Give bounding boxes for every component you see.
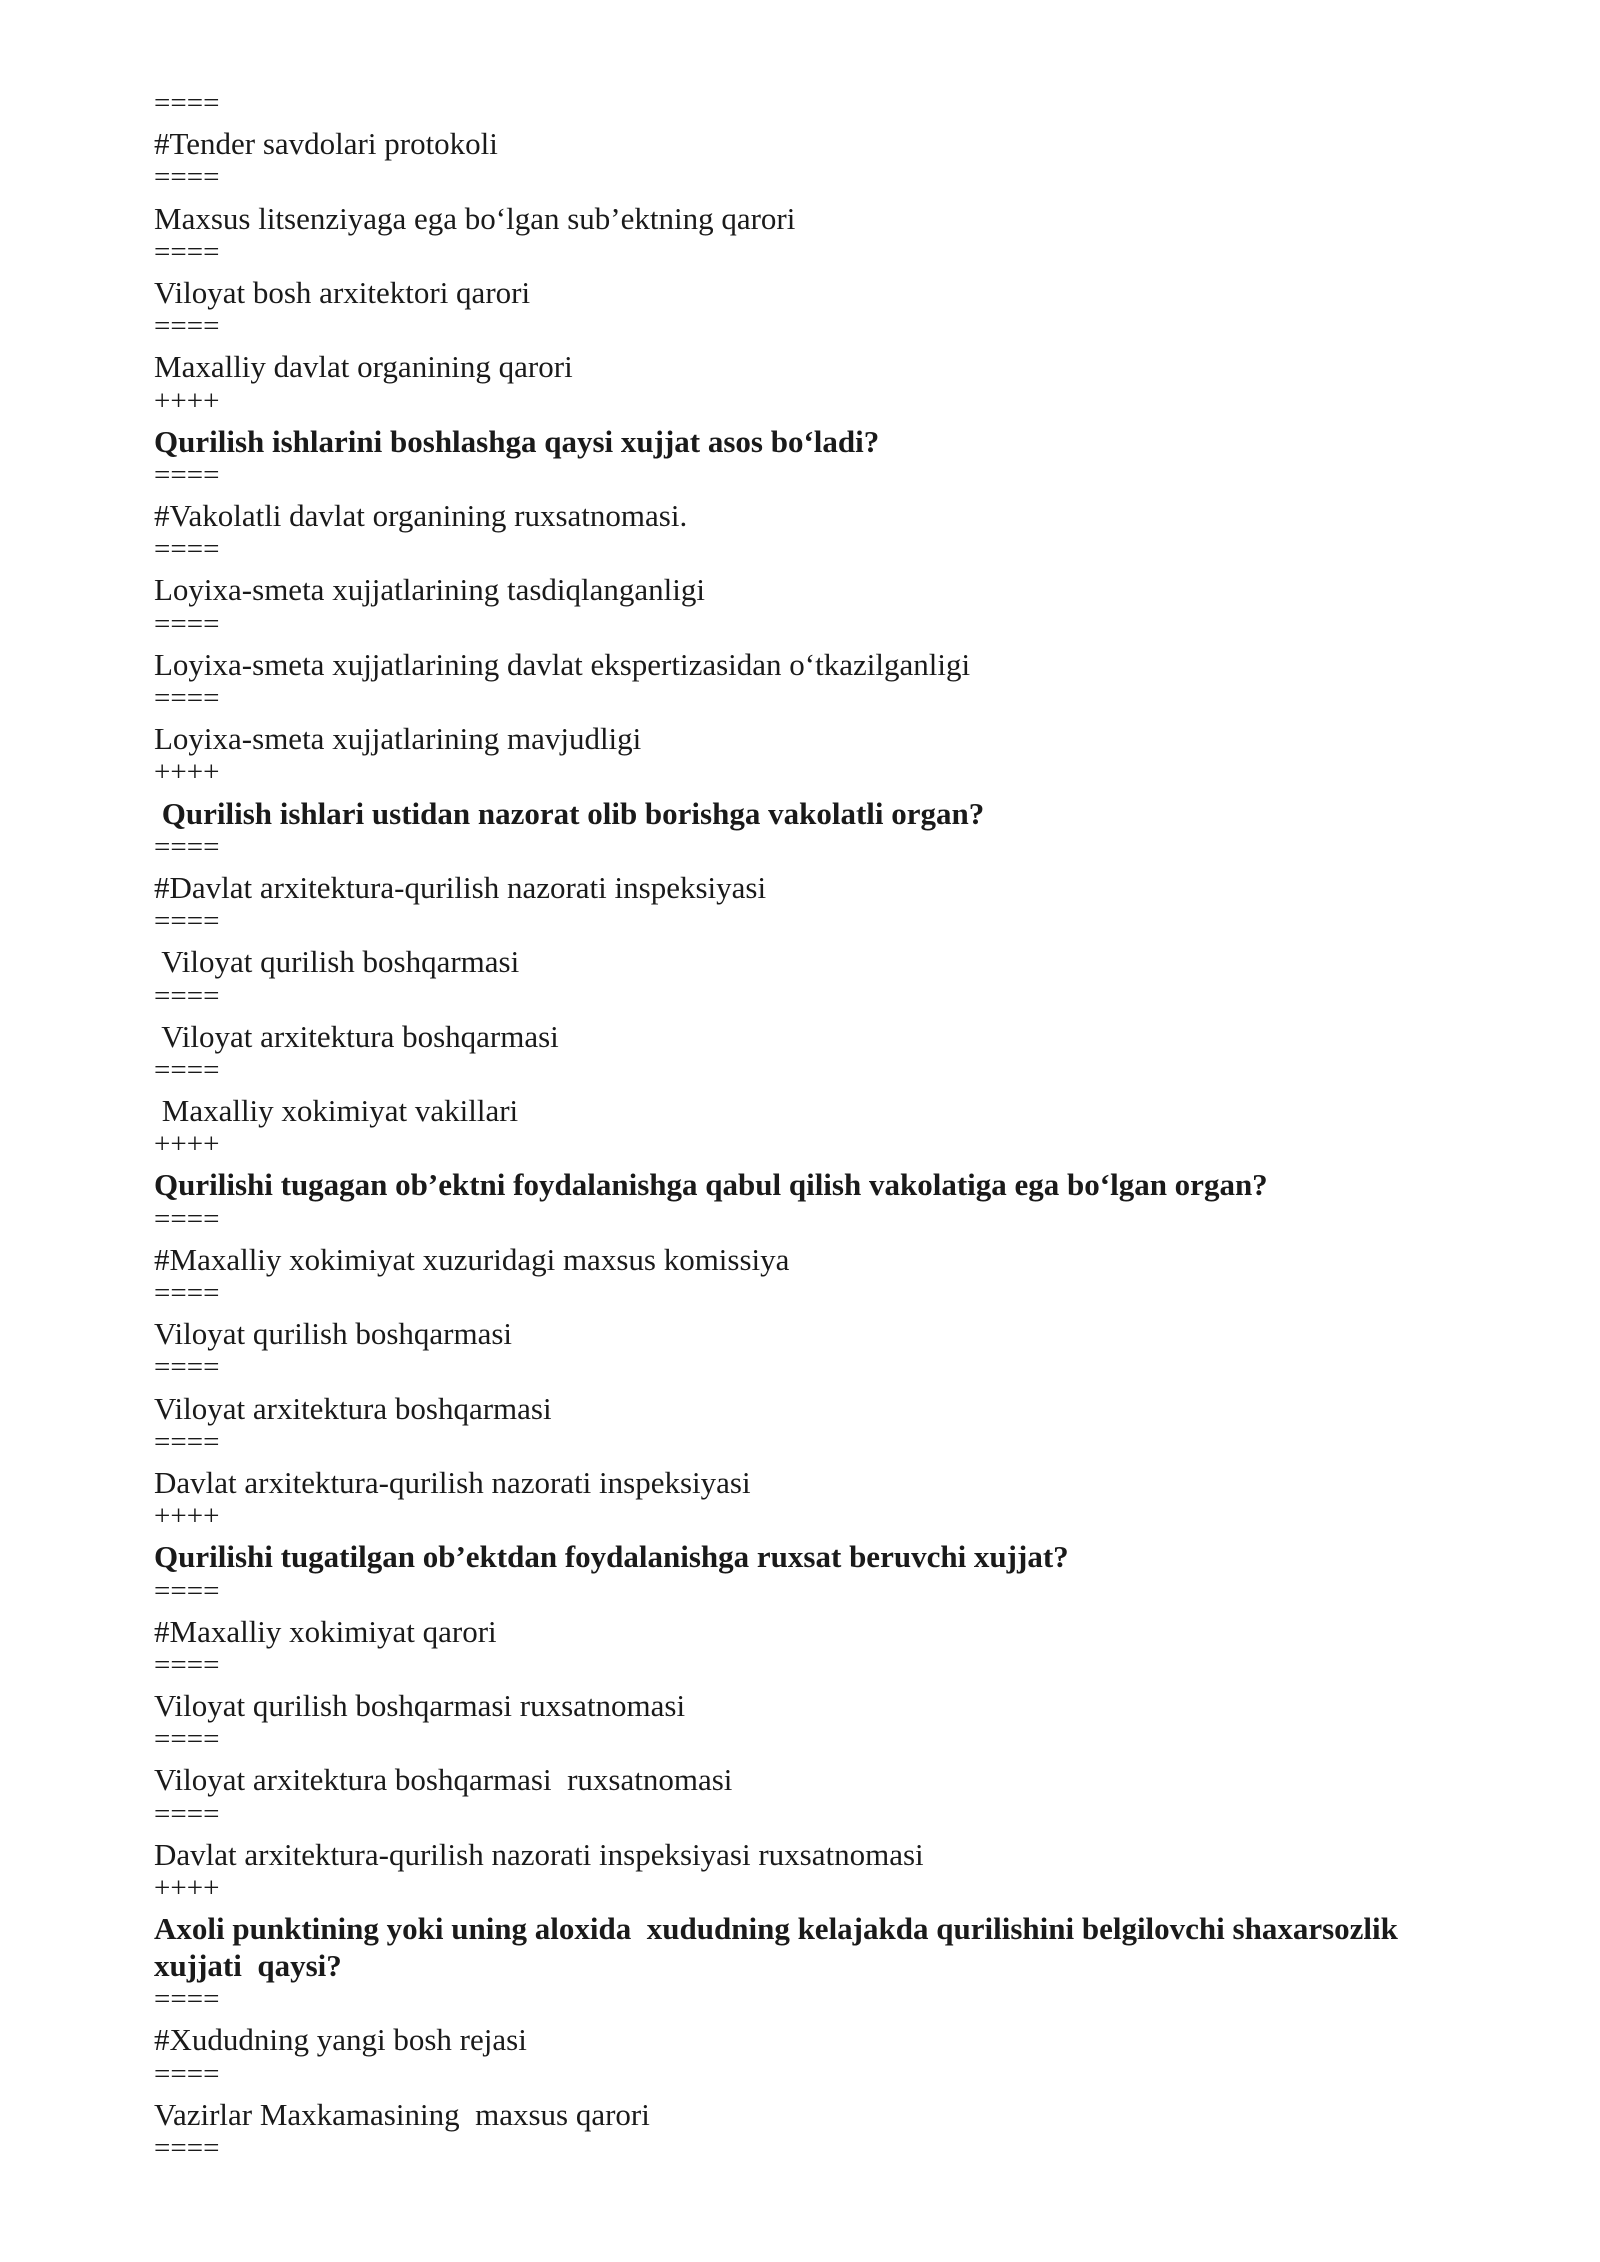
answer-option-text: Viloyat arxitektura boshqarmasi	[154, 1390, 552, 1426]
answer-separator: ====	[154, 533, 220, 566]
answer-option-text: Maxalliy davlat organining qarori	[154, 349, 573, 385]
answer-separator: ====	[154, 1797, 220, 1830]
answer-separator: ====	[154, 87, 220, 119]
answer-option-text: Davlat arxitektura-qurilish nazorati inspeksiyasi ruxsatnomasi	[154, 1836, 924, 1872]
answer-option-text: Loyixa-smeta xujjatlarining mavjudligi	[154, 721, 642, 757]
answer-separator: ====	[154, 1351, 220, 1384]
answer-separator: ====	[154, 161, 220, 194]
correct-answer-text: #Tender savdolari protokoli	[154, 126, 498, 162]
answer-option-text: Loyixa-smeta xujjatlarining tasdiqlanganligi	[154, 572, 705, 608]
answer-option-text: Vazirlar Maxkamasining maxsus qarori	[154, 2096, 650, 2132]
answer-separator: ====	[154, 1723, 220, 1756]
answer-separator: ====	[154, 1648, 220, 1681]
answer-separator: ====	[154, 458, 220, 491]
answer-separator: ====	[154, 310, 220, 343]
answer-option-text: Viloyat qurilish boshqarmasi ruxsatnomasi	[154, 1688, 686, 1724]
question-text: Qurilish ishlari ustidan nazorat olib borishga vakolatli organ?	[154, 795, 985, 831]
answer-option-text: Viloyat arxitektura boshqarmasi ruxsatnomasi	[154, 1762, 733, 1798]
correct-answer-text: #Xududning yangi bosh rejasi	[154, 2022, 527, 2058]
correct-answer-text: #Maxalliy xokimiyat xuzuridagi maxsus komissiya	[154, 1241, 790, 1277]
answer-option-text: Viloyat qurilish boshqarmasi	[154, 1316, 513, 1352]
question-text: Qurilishi tugatilgan ob’ektdan foydalanishga ruxsat beruvchi xujjat?	[154, 1539, 1069, 1575]
question-separator: ++++	[154, 1128, 220, 1161]
correct-answer-text: #Vakolatli davlat organining ruxsatnomasi.	[154, 498, 688, 534]
question-separator: ++++	[154, 384, 220, 417]
answer-separator: ====	[154, 905, 220, 938]
answer-option-text: Viloyat arxitektura boshqarmasi	[154, 1018, 559, 1054]
answer-option-text: Maxalliy xokimiyat vakillari	[154, 1093, 519, 1129]
answer-separator: ====	[154, 1053, 220, 1086]
correct-answer-text: #Maxalliy xokimiyat qarori	[154, 1613, 497, 1649]
question-separator: ++++	[154, 1872, 220, 1904]
answer-option-text: Davlat arxitektura-qurilish nazorati inspeksiyasi	[154, 1464, 751, 1500]
question-text: Axoli punktining yoki uning aloxida xududning kelajakda qurilishini belgilovchi shaxarsozlik xujjati qaysi?	[154, 1911, 1398, 1984]
answer-option-text: Loyixa-smeta xujjatlarining davlat ekspertizasidan o‘tkazilganligi	[154, 646, 971, 682]
answer-separator: ====	[154, 1277, 220, 1309]
document-page	[154, 88, 1484, 2170]
answer-separator: ====	[154, 1202, 220, 1235]
answer-separator: ====	[154, 1425, 220, 1458]
answer-separator: ====	[154, 1983, 220, 2016]
question-text: Qurilishi tugagan ob’ektni foydalanishga qabul qilish vakolatiga ega bo‘lgan organ?	[154, 1167, 1268, 1203]
answer-separator: ====	[154, 979, 220, 1012]
question-separator: ++++	[154, 756, 220, 789]
answer-separator: ====	[154, 682, 220, 714]
answer-separator: ====	[154, 830, 220, 863]
answer-separator: ====	[154, 607, 220, 640]
answer-separator: ====	[154, 1574, 220, 1607]
answer-separator: ====	[154, 235, 220, 268]
answer-option-text: Maxsus litsenziyaga ega bo‘lgan sub’ektning qarori	[154, 200, 796, 236]
answer-separator: ====	[154, 2131, 220, 2164]
answer-option-text: Viloyat qurilish boshqarmasi	[154, 944, 520, 980]
answer-option-text: Viloyat bosh arxitektori qarori	[154, 274, 531, 310]
answer-separator: ====	[154, 2057, 220, 2090]
question-text: Qurilish ishlarini boshlashga qaysi xujjat asos bo‘ladi?	[154, 423, 880, 459]
question-separator: ++++	[154, 1500, 220, 1533]
correct-answer-text: #Davlat arxitektura-qurilish nazorati inspeksiyasi	[154, 869, 767, 905]
